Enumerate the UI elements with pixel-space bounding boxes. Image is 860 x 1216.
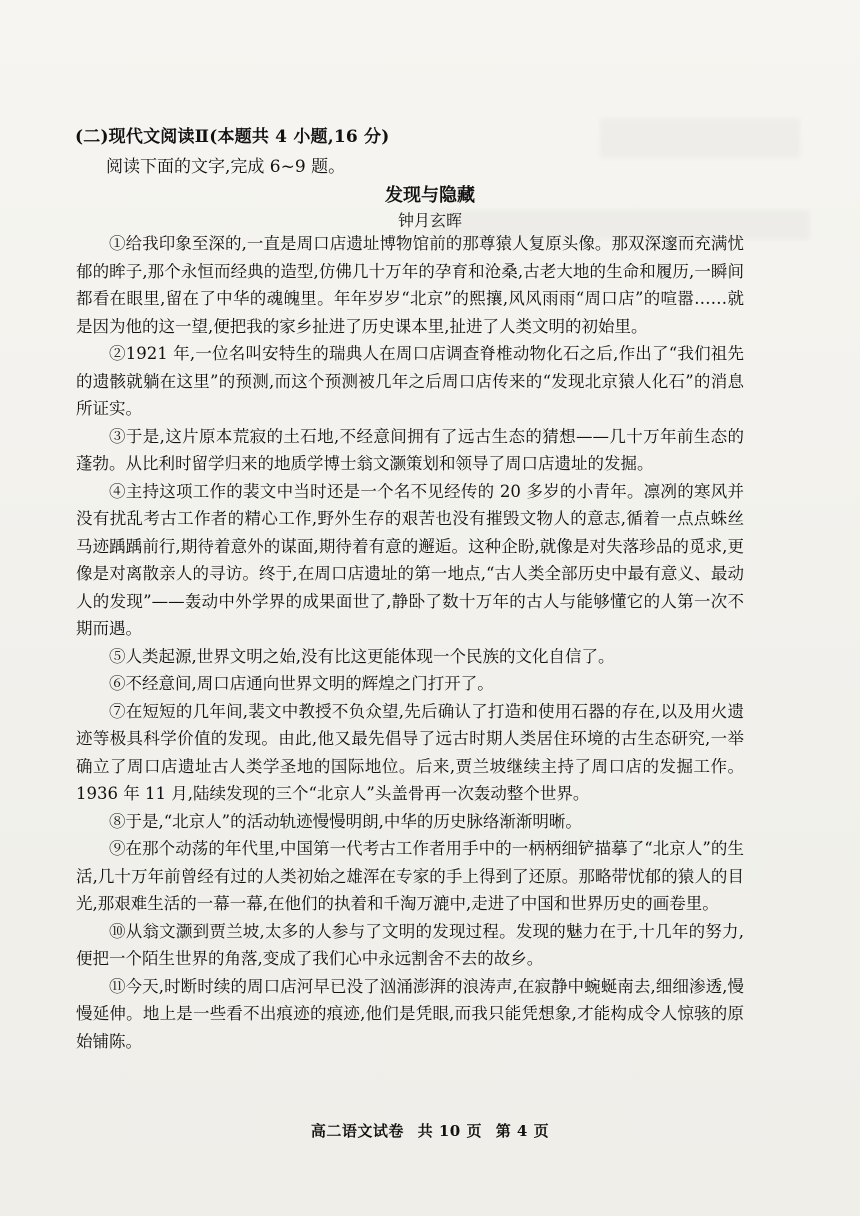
article-author: 钟月玄晖 (397, 211, 462, 230)
exam-name: 高二语文试卷 (310, 1122, 404, 1140)
article-body (76, 230, 744, 1055)
page-footer (0, 1120, 860, 1141)
paragraph-10: ⑩从翁文灏到贾兰坡,太多的人参与了文明的发现过程。发现的魅力在于,十几年的努力,便把一个陌生世界的角落,变成了我们心中永远割舍不去的故乡。 (76, 921, 744, 968)
paragraph-8: ⑧于是,“北京人”的活动轨迹慢慢明朗,中华的历史脉络渐渐明晰。 (109, 811, 582, 831)
article-title: 发现与隐藏 (385, 185, 475, 206)
reading-instruction: 阅读下面的文字,完成 6~9 题。 (106, 157, 346, 177)
paragraph-2: ②1921 年,一位名叫安特生的瑞典人在周口店调查脊椎动物化石之后,作出了“我们祖先的遗骸就躺在这里”的预测,而这个预测被几年之后周口店传来的“发现北京猿人化石”的消息所证实。 (76, 344, 744, 418)
paragraph-5: ⑤人类起源,世界文明之始,没有比这更能体现一个民族的文化自信了。 (109, 646, 615, 666)
paragraph-9: ⑨在那个动荡的年代里,中国第一代考古工作者用手中的一柄柄细铲描摹了“北京人”的生活,几十万年前曾经有过的人类初始之雄浑在专家的手上得到了还原。那略带忧郁的猿人的目光,那艰难生活的一幕一幕,在他们的执着和千淘万漉中,走进了中国和世界历史的画卷里。 (76, 839, 744, 913)
paragraph-6: ⑥不经意间,周口店通向世界文明的辉煌之门打开了。 (109, 674, 494, 693)
page-number: 第 4 页 (495, 1122, 550, 1140)
bleed-through-mark (600, 118, 800, 158)
paragraph-11: ⑪今天,时断时续的周口店河早已没了汹涌澎湃的浪涛声,在寂静中蜿蜒南去,细细渗透,慢慢延伸。地上是一些看不出痕迹的痕迹,他们是凭眼,而我只能凭想象,才能构成令人惊骇的原始铺陈。 (76, 976, 744, 1051)
paragraph-1: ①给我印象至深的,一直是周口店遗址博物馆前的那尊猿人复原头像。那双深邃而充满忧郁的眸子,那个永恒而经典的造型,仿佛几十万年的孕育和沧桑,古老大地的生命和履历,一瞬间都看在眼里,留在了中华的魂魄里。年年岁岁“北京”的熙攘,风风雨雨“周口店”的喧嚣……就是因为他的这一望,便把我的家乡扯进了历史课本里,扯进了人类文明的初始里。 (76, 234, 744, 336)
paragraph-7: ⑦在短短的几年间,裴文中教授不负众望,先后确认了打造和使用石器的存在,以及用火遗迹等极具科学价值的发现。由此,他又最先倡导了远古时期人类居住环境的古生态研究,一举确立了周口店遗址古人类学圣地的国际地位。后来,贾兰坡继续主持了周口店的发掘工作。1936 年 11 月,陆续发现的三个“北京人”头盖骨再一次轰动整个世界。 (76, 701, 744, 803)
paragraph-4: ④主持这项工作的裴文中当时还是一个名不见经传的 20 多岁的小青年。凛冽的寒风并没有扰乱考古工作者的精心工作,野外生存的艰苦也没有摧毁文物人的意志,循着一点点蛛丝马迹踽踽前行,期待着意外的谋面,期待着有意的邂逅。这种企盼,就像是对失落珍品的觅求,更像是对离散亲人的寻访。终于,在周口店遗址的第一地点,“古人类全部历史中最有意义、最动人的发现”——轰动中外学界的成果面世了,静卧了数十万年的古人与能够懂它的人第一次不期而遇。 (76, 481, 744, 638)
paragraph-3: ③于是,这片原本荒寂的土石地,不经意间拥有了远古生态的猜想——几十万年前生态的蓬勃。从比利时留学归来的地质学博士翁文灏策划和领导了周口店遗址的发掘。 (76, 426, 744, 473)
page-total: 共 10 页 (417, 1122, 482, 1140)
section-header: (二)现代文阅读Ⅱ(本题共 4 小题,16 分) (75, 127, 390, 147)
